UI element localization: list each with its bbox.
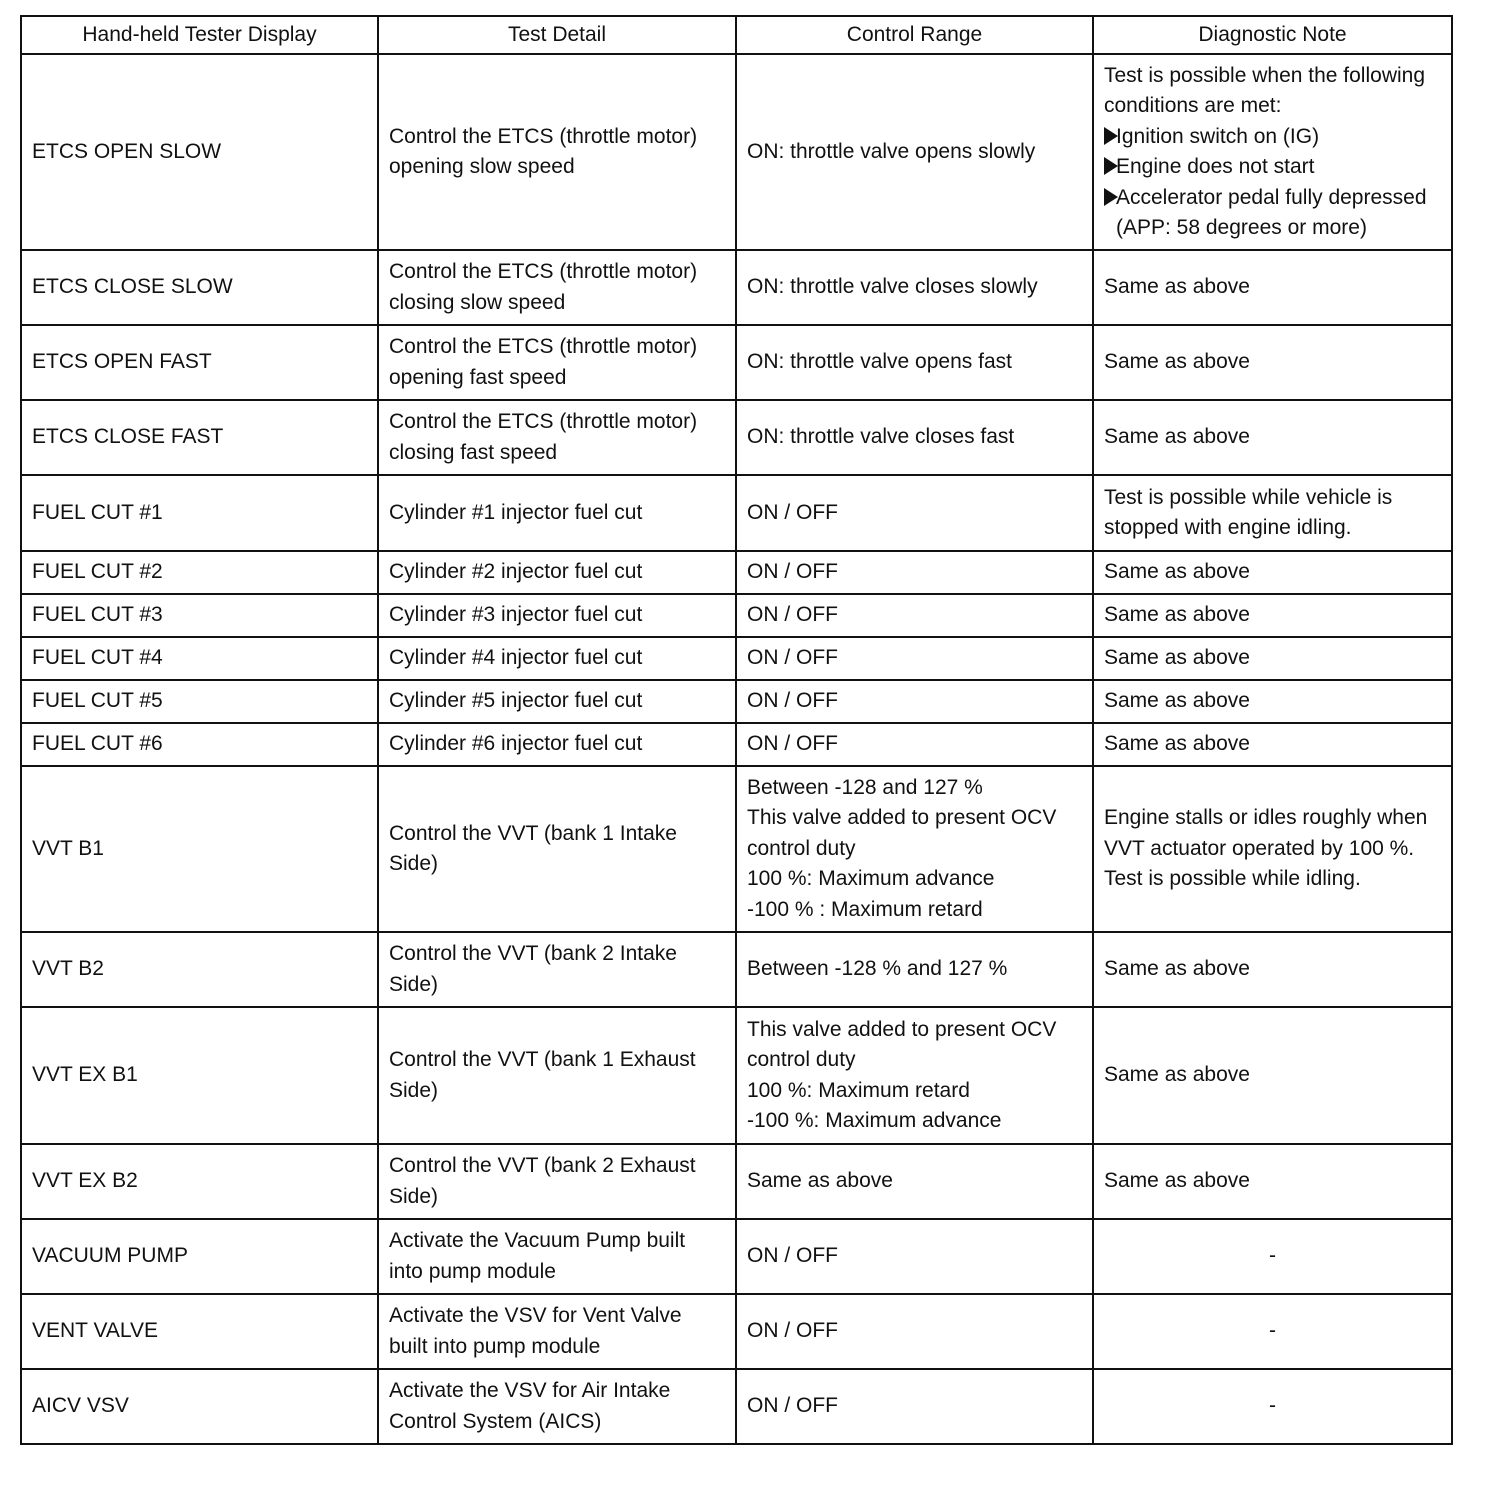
- detail-line: Control the VVT (bank 1 Intake: [389, 821, 677, 845]
- note-line: -: [1269, 1244, 1276, 1268]
- detail-line: Cylinder #1 injector fuel cut: [389, 500, 643, 524]
- range-line: This valve added to present OCV: [747, 806, 1057, 830]
- note-bullet-text: Engine does not start: [1116, 155, 1315, 178]
- range-line: control duty: [747, 1048, 856, 1071]
- cell-test-detail: [378, 250, 736, 325]
- cell-test-detail: [378, 475, 736, 551]
- cell-diagnostic-note: [1093, 325, 1452, 400]
- cell-control-range: [736, 250, 1093, 325]
- detail-line: Cylinder #4 injector fuel cut: [389, 646, 643, 670]
- table-row: [21, 680, 1452, 723]
- cell-test-detail: [378, 551, 736, 594]
- cell-tester-display: VVT EX B1: [21, 1007, 378, 1144]
- cell-control-range: [736, 551, 1093, 594]
- cell-control-range: [736, 723, 1093, 766]
- range-line: ON: throttle valve opens fast: [747, 350, 1012, 374]
- note-line: Same as above: [1104, 732, 1250, 756]
- detail-line: Control the ETCS (throttle motor): [389, 260, 698, 283]
- range-line: Same as above: [747, 1169, 893, 1193]
- cell-test-detail: [378, 1369, 736, 1444]
- note-line: Same as above: [1104, 689, 1250, 713]
- cell-test-detail: [378, 680, 736, 723]
- range-line: 100 %: Maximum advance: [747, 867, 995, 891]
- cell-test-detail: [378, 54, 736, 250]
- note-line: Test is possible while vehicle is: [1104, 485, 1393, 509]
- cell-test-detail: [378, 400, 736, 475]
- cell-test-detail: [378, 1294, 736, 1369]
- table-row: [21, 1294, 1452, 1369]
- detail-line: built into pump module: [389, 1334, 601, 1358]
- cell-control-range: [736, 1369, 1093, 1444]
- note-bullet: [1104, 183, 1441, 214]
- detail-line: Side): [389, 1184, 439, 1208]
- range-line: 100 %: Maximum retard: [747, 1078, 970, 1102]
- cell-tester-display: ETCS OPEN FAST: [21, 325, 378, 400]
- cell-diagnostic-note: [1093, 551, 1452, 594]
- cell-tester-display: VENT VALVE: [21, 1294, 378, 1369]
- note-line: Test is possible while idling.: [1104, 867, 1361, 891]
- range-line: This valve added to present OCV: [747, 1017, 1057, 1041]
- table-row: [21, 1007, 1452, 1144]
- note-line: Same as above: [1104, 560, 1250, 584]
- cell-control-range: [736, 637, 1093, 680]
- range-line: ON: throttle valve closes fast: [747, 425, 1015, 449]
- cell-diagnostic-note: [1093, 250, 1452, 325]
- note-line: Same as above: [1104, 1063, 1250, 1087]
- detail-line: Control the ETCS (throttle motor): [389, 410, 698, 433]
- cell-tester-display: FUEL CUT #4: [21, 637, 378, 680]
- cell-diagnostic-note: [1093, 680, 1452, 723]
- detail-line: Cylinder #5 injector fuel cut: [389, 689, 643, 713]
- detail-line: Cylinder #2 injector fuel cut: [389, 560, 643, 584]
- note-line: Same as above: [1104, 957, 1250, 981]
- detail-line: Cylinder #6 injector fuel cut: [389, 732, 643, 756]
- cell-diagnostic-note: [1093, 766, 1452, 932]
- cell-test-detail: [378, 766, 736, 932]
- cell-control-range: [736, 1007, 1093, 1144]
- detail-line: into pump module: [389, 1259, 556, 1283]
- header-diagnostic-note: Diagnostic Note: [1093, 16, 1452, 54]
- detail-line: Side): [389, 1078, 439, 1102]
- cell-tester-display: ETCS OPEN SLOW: [21, 54, 378, 250]
- cell-test-detail: [378, 594, 736, 637]
- cell-diagnostic-note: [1093, 1219, 1452, 1294]
- range-line: ON / OFF: [747, 560, 838, 584]
- cell-control-range: [736, 475, 1093, 551]
- note-line: -: [1269, 1319, 1276, 1343]
- table-row: [21, 250, 1452, 325]
- cell-diagnostic-note: [1093, 637, 1452, 680]
- note-line: Same as above: [1104, 603, 1250, 627]
- detail-line: Side): [389, 972, 439, 996]
- note-line: Test is possible when the following: [1104, 63, 1426, 87]
- header-test-detail: Test Detail: [378, 16, 736, 54]
- table-row: [21, 551, 1452, 594]
- detail-line: Control System (AICS): [389, 1409, 602, 1433]
- range-line: Between -128 and 127 %: [747, 775, 983, 799]
- cell-control-range: [736, 54, 1093, 250]
- table-row: [21, 1219, 1452, 1294]
- cell-diagnostic-note: [1093, 932, 1452, 1007]
- cell-test-detail: [378, 723, 736, 766]
- cell-diagnostic-note: [1093, 1144, 1452, 1219]
- note-line: Same as above: [1104, 646, 1250, 670]
- cell-tester-display: FUEL CUT #6: [21, 723, 378, 766]
- range-line: ON / OFF: [747, 603, 838, 627]
- cell-test-detail: [378, 637, 736, 680]
- note-line: -: [1269, 1394, 1276, 1418]
- cell-control-range: [736, 1144, 1093, 1219]
- cell-tester-display: VVT EX B2: [21, 1144, 378, 1219]
- detail-line: Activate the VSV for Air Intake: [389, 1379, 671, 1402]
- table-row: [21, 932, 1452, 1007]
- detail-line: Control the VVT (bank 1 Exhaust: [389, 1048, 696, 1071]
- cell-tester-display: FUEL CUT #3: [21, 594, 378, 637]
- cell-control-range: [736, 766, 1093, 932]
- detail-line: Control the ETCS (throttle motor): [389, 124, 698, 148]
- cell-control-range: [736, 1219, 1093, 1294]
- note-line: stopped with engine idling.: [1104, 516, 1352, 539]
- detail-line: Control the VVT (bank 2 Exhaust: [389, 1154, 696, 1177]
- detail-line: Cylinder #3 injector fuel cut: [389, 603, 643, 627]
- cell-diagnostic-note: [1093, 400, 1452, 475]
- table-row: [21, 594, 1452, 637]
- range-line: control duty: [747, 836, 856, 860]
- note-bullet-text: Accelerator pedal fully depressed: [1116, 185, 1427, 209]
- range-line: ON: throttle valve closes slowly: [747, 275, 1038, 299]
- cell-test-detail: [378, 1144, 736, 1219]
- range-line: -100 %: Maximum advance: [747, 1109, 1002, 1132]
- detail-line: Activate the Vacuum Pump built: [389, 1229, 686, 1252]
- detail-line: opening slow speed: [389, 155, 575, 178]
- cell-control-range: [736, 594, 1093, 637]
- note-line: VVT actuator operated by 100 %.: [1104, 836, 1415, 860]
- cell-test-detail: [378, 932, 736, 1007]
- range-line: Between -128 % and 127 %: [747, 957, 1008, 981]
- cell-diagnostic-note: [1093, 475, 1452, 551]
- cell-tester-display: ETCS CLOSE FAST: [21, 400, 378, 475]
- range-line: ON / OFF: [747, 1319, 838, 1343]
- cell-diagnostic-note: [1093, 54, 1452, 250]
- active-test-table: [20, 15, 1453, 1445]
- cell-tester-display: VVT B1: [21, 766, 378, 932]
- note-line: Same as above: [1104, 275, 1250, 299]
- range-line: ON / OFF: [747, 646, 838, 670]
- cell-tester-display: FUEL CUT #5: [21, 680, 378, 723]
- detail-line: closing slow speed: [389, 290, 566, 314]
- cell-diagnostic-note: [1093, 1007, 1452, 1144]
- range-line: ON / OFF: [747, 1244, 838, 1268]
- range-line: ON / OFF: [747, 500, 838, 524]
- cell-control-range: [736, 400, 1093, 475]
- detail-line: opening fast speed: [389, 365, 567, 389]
- table-row: [21, 1369, 1452, 1444]
- header-tester-display: Hand-held Tester Display: [21, 16, 378, 54]
- table-row: [21, 54, 1452, 250]
- table-row: [21, 1144, 1452, 1219]
- cell-tester-display: VVT B2: [21, 932, 378, 1007]
- cell-diagnostic-note: [1093, 723, 1452, 766]
- range-line: -100 % : Maximum retard: [747, 897, 983, 921]
- note-line: conditions are met:: [1104, 94, 1282, 117]
- cell-test-detail: [378, 325, 736, 400]
- note-line: Engine stalls or idles roughly when: [1104, 806, 1428, 830]
- table-row: [21, 400, 1452, 475]
- note-line: Same as above: [1104, 350, 1250, 374]
- range-line: ON / OFF: [747, 689, 838, 713]
- cell-tester-display: FUEL CUT #2: [21, 551, 378, 594]
- detail-line: Control the VVT (bank 2 Intake: [389, 942, 677, 965]
- range-line: ON: throttle valve opens slowly: [747, 139, 1036, 163]
- cell-control-range: [736, 325, 1093, 400]
- range-line: ON / OFF: [747, 1394, 838, 1418]
- cell-diagnostic-note: [1093, 1369, 1452, 1444]
- cell-tester-display: FUEL CUT #1: [21, 475, 378, 551]
- cell-control-range: [736, 1294, 1093, 1369]
- note-line: Same as above: [1104, 425, 1250, 449]
- header-control-range: Control Range: [736, 16, 1093, 54]
- table-row: [21, 766, 1452, 932]
- detail-line: Control the ETCS (throttle motor): [389, 335, 698, 358]
- table-row: [21, 637, 1452, 680]
- cell-diagnostic-note: [1093, 594, 1452, 637]
- detail-line: closing fast speed: [389, 440, 558, 464]
- detail-line: Side): [389, 852, 439, 875]
- note-bullet: [1104, 152, 1441, 183]
- table-header-row: [21, 16, 1452, 54]
- table-body: [21, 54, 1452, 1444]
- cell-tester-display: AICV VSV: [21, 1369, 378, 1444]
- range-line: ON / OFF: [747, 732, 838, 756]
- table-row: [21, 475, 1452, 551]
- note-line: Same as above: [1104, 1169, 1250, 1193]
- detail-line: Activate the VSV for Vent Valve: [389, 1304, 682, 1327]
- cell-control-range: [736, 932, 1093, 1007]
- cell-tester-display: VACUUM PUMP: [21, 1219, 378, 1294]
- note-line: (APP: 58 degrees or more): [1116, 216, 1367, 239]
- note-bullet-text: Ignition switch on (IG): [1116, 124, 1320, 148]
- note-bullet: [1104, 122, 1441, 153]
- table-row: [21, 325, 1452, 400]
- cell-test-detail: [378, 1007, 736, 1144]
- cell-test-detail: [378, 1219, 736, 1294]
- table-row: [21, 723, 1452, 766]
- cell-diagnostic-note: [1093, 1294, 1452, 1369]
- cell-control-range: [736, 680, 1093, 723]
- cell-tester-display: ETCS CLOSE SLOW: [21, 250, 378, 325]
